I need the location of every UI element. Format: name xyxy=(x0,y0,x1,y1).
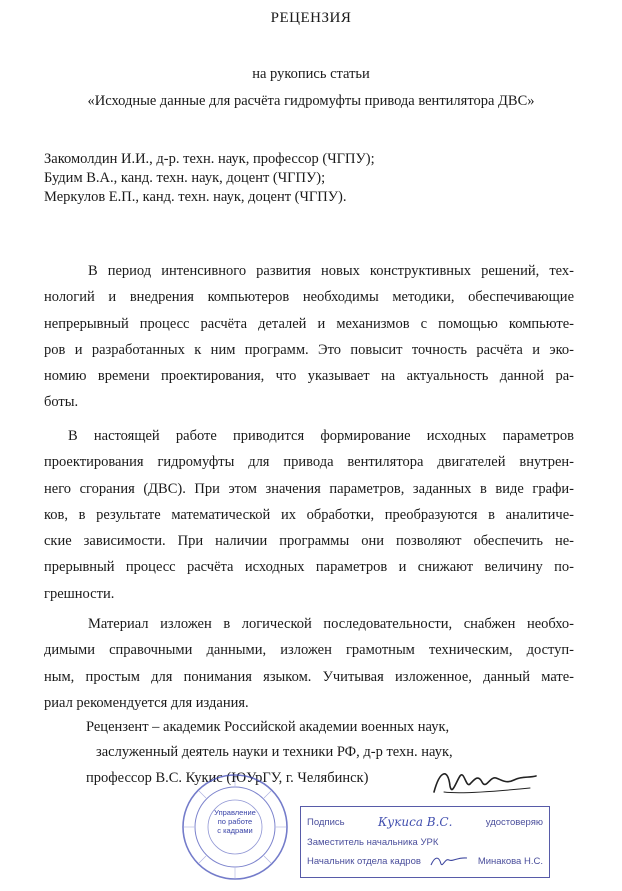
article-title: «Исходные данные для расчёта гидромуфты привода вентилятора ДВС» xyxy=(87,93,535,109)
seal-line: по работе xyxy=(217,817,253,826)
text-line: Материал изложен в логической последовательности, снабжен необхо- xyxy=(88,616,574,632)
reviewer-line-3: профессор В.С. Кукис (ЮУрГУ, г. Челябинск) xyxy=(86,770,369,786)
seal-line: с кадрами xyxy=(217,826,253,835)
certification-stamp xyxy=(300,806,550,878)
text-line: ков, в результате математической их обработки, преобразуются в аналитиче- xyxy=(44,506,574,523)
author-line: Меркулов Е.П., канд. техн. наук, доцент (ЧГПУ). xyxy=(44,189,347,205)
reviewer-signature xyxy=(430,762,540,802)
stamp-signature xyxy=(429,854,469,868)
text-line: нологий и внедрения компьютеров необходимы методики, обеспечивающие xyxy=(44,289,574,306)
text-line: В настоящей работе приводится формирование исходных параметров xyxy=(68,428,574,444)
paragraph-conclusion xyxy=(44,611,574,716)
text-line: номию времени проектирования, что указывает на актуальность данной ра- xyxy=(44,368,574,385)
authors-list xyxy=(44,150,375,207)
text-line: димыми справочными данными, изложен грамотным техническим, доступ- xyxy=(44,642,574,659)
official-seal xyxy=(180,772,290,882)
text-line: грешности. xyxy=(44,585,115,602)
text-line: ские зависимости. При наличии программы они позволяют обеспечить не- xyxy=(44,533,574,550)
text-line: ным, простым для понимания языком. Учитывая изложенное, данный мате- xyxy=(44,668,574,685)
stamp-label-signature: Подпись xyxy=(307,816,345,828)
stamp-position-head: Начальник отдела кадров xyxy=(307,855,421,867)
text-line: риал рекомендуется для издания. xyxy=(44,694,249,711)
document-subtitle: на рукопись статьи xyxy=(252,66,370,82)
seal-inner-text xyxy=(210,808,260,835)
text-line: боты. xyxy=(44,394,79,411)
stamp-position-deputy: Заместитель начальника УРК xyxy=(307,836,439,848)
stamp-certify-text: удостоверяю xyxy=(485,816,543,828)
paragraph-content xyxy=(44,423,574,607)
text-line: него сгорания (ДВС). При этом значения параметров, заданных в виде графи- xyxy=(44,480,574,497)
author-line: Будим В.А., канд. техн. наук, доцент (ЧГПУ); xyxy=(44,170,326,186)
author-line: Закомолдин И.И., д-р. техн. наук, профессор (ЧГПУ); xyxy=(44,151,375,167)
document-title: РЕЦЕНЗИЯ xyxy=(270,10,352,26)
seal-line: Управление xyxy=(214,808,256,817)
reviewer-line-2: заслуженный деятель науки и техники РФ, д-р техн. наук, xyxy=(96,744,453,760)
paragraph-relevance xyxy=(44,258,574,416)
text-line: прерывный процесс расчёта исходных параметров и снижают величину по- xyxy=(44,559,574,576)
stamp-handwritten-name: Кукиса В.С. xyxy=(377,815,453,829)
text-line: непрерывный процесс расчёта деталей и механизмов с помощью компьюте- xyxy=(44,315,574,332)
text-line: В период интенсивного развития новых конструктивных решений, тех- xyxy=(88,263,574,279)
text-line: ров и разработанных к ним программ. Это повысит точность расчёта и эко- xyxy=(44,341,574,358)
reviewer-line-1: Рецензент – академик Российской академии военных наук, xyxy=(86,719,450,735)
stamp-official-name: Минакова Н.С. xyxy=(477,855,543,867)
text-line: проектирования гидромуфты для привода вентилятора двигателей внутрен- xyxy=(44,454,574,471)
